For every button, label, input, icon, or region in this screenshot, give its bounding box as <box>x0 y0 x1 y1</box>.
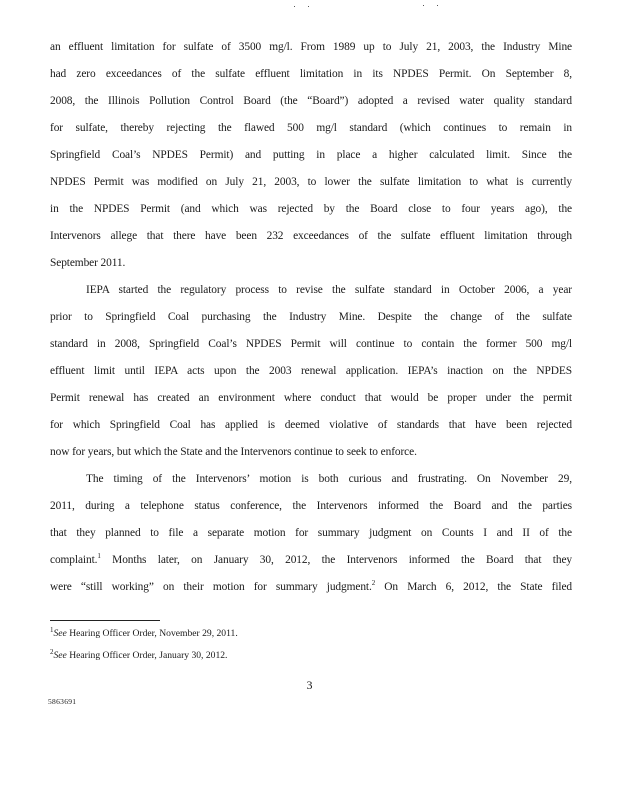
body-line: in the NPDES Permit (and which was rejected by the Board close to four years ago), the <box>50 203 572 215</box>
body-line-with-footnote <box>50 553 572 567</box>
footnote-marker: 1 <box>50 625 54 634</box>
footnote-ref: 2 <box>371 579 376 588</box>
page-number: 3 <box>306 678 313 692</box>
body-line: Intervenors allege that there have been 232 exceedances of the sulfate effluent limitation through <box>50 230 572 242</box>
line-text: Months later, on January 30, 2012, the Intervenors informed the Board that they <box>100 554 572 566</box>
line-text: complaint. <box>50 554 98 566</box>
body-line: had zero exceedances of the sulfate effluent limitation in its NPDES Permit. On September 8, <box>50 68 572 80</box>
footnote-separator <box>50 620 160 621</box>
body-line: prior to Springfield Coal purchasing the Industry Mine. Despite the change of the sulfate <box>50 311 572 323</box>
body-line: IEPA started the regulatory process to revise the sulfate standard in October 2006, a year <box>86 284 572 296</box>
body-line-with-footnote <box>50 580 572 594</box>
footnote-signal: See <box>53 628 67 639</box>
body-line: that they planned to file a separate motion for summary judgment on Counts I and II of the <box>50 527 572 539</box>
line-text: were “still working” on their motion for summary judgment. <box>50 581 372 593</box>
body-line: for which Springfield Coal has applied is deemed violative of standards that have been rejected <box>50 419 572 431</box>
body-line: standard in 2008, Springfield Coal’s NPDES Permit will continue to contain the former 500 mg/l <box>50 338 572 350</box>
body-line: 2011, during a telephone status conference, the Intervenors informed the Board and the parties <box>50 500 572 512</box>
body-line: an effluent limitation for sulfate of 3500 mg/l. From 1989 up to July 21, 2003, the Industry Mine <box>50 41 572 53</box>
line-text: On March 6, 2012, the State filed <box>375 581 572 593</box>
body-line: The timing of the Intervenors’ motion is both curious and frustrating. On November 29, <box>86 473 572 485</box>
body-line: Permit renewal has created an environment where conduct that would be proper under the permit <box>50 392 572 404</box>
body-line: NPDES Permit was modified on July 21, 2003, to lower the sulfate limitation to what is currently <box>50 176 572 188</box>
scan-speck <box>294 6 295 7</box>
footnote-text: Hearing Officer Order, November 29, 2011. <box>66 628 238 639</box>
footnote-ref: 1 <box>97 552 101 561</box>
document-id: 5863691 <box>48 697 77 706</box>
footnote-signal: See <box>53 650 67 661</box>
body-line: Springfield Coal’s NPDES Permit) and putting in place a higher calculated limit. Since the <box>50 149 572 161</box>
footnote <box>50 625 238 640</box>
body-line: for sulfate, thereby rejecting the flawed 500 mg/l standard (which continues to remain in <box>50 122 572 134</box>
footnote <box>50 647 228 662</box>
scan-speck <box>423 5 424 6</box>
body-line: effluent limit until IEPA acts upon the 2003 renewal application. IEPA’s inaction on the NPDES <box>50 365 572 377</box>
scan-speck <box>437 5 438 6</box>
body-line: now for years, but which the State and the Intervenors continue to seek to enforce. <box>50 446 417 458</box>
body-line: 2008, the Illinois Pollution Control Board (the “Board”) adopted a revised water quality standard <box>50 95 572 107</box>
footnote-text: Hearing Officer Order, January 30, 2012. <box>66 650 228 661</box>
body-line: September 2011. <box>50 257 126 269</box>
scan-speck <box>308 6 309 7</box>
footnote-marker: 2 <box>50 647 54 656</box>
